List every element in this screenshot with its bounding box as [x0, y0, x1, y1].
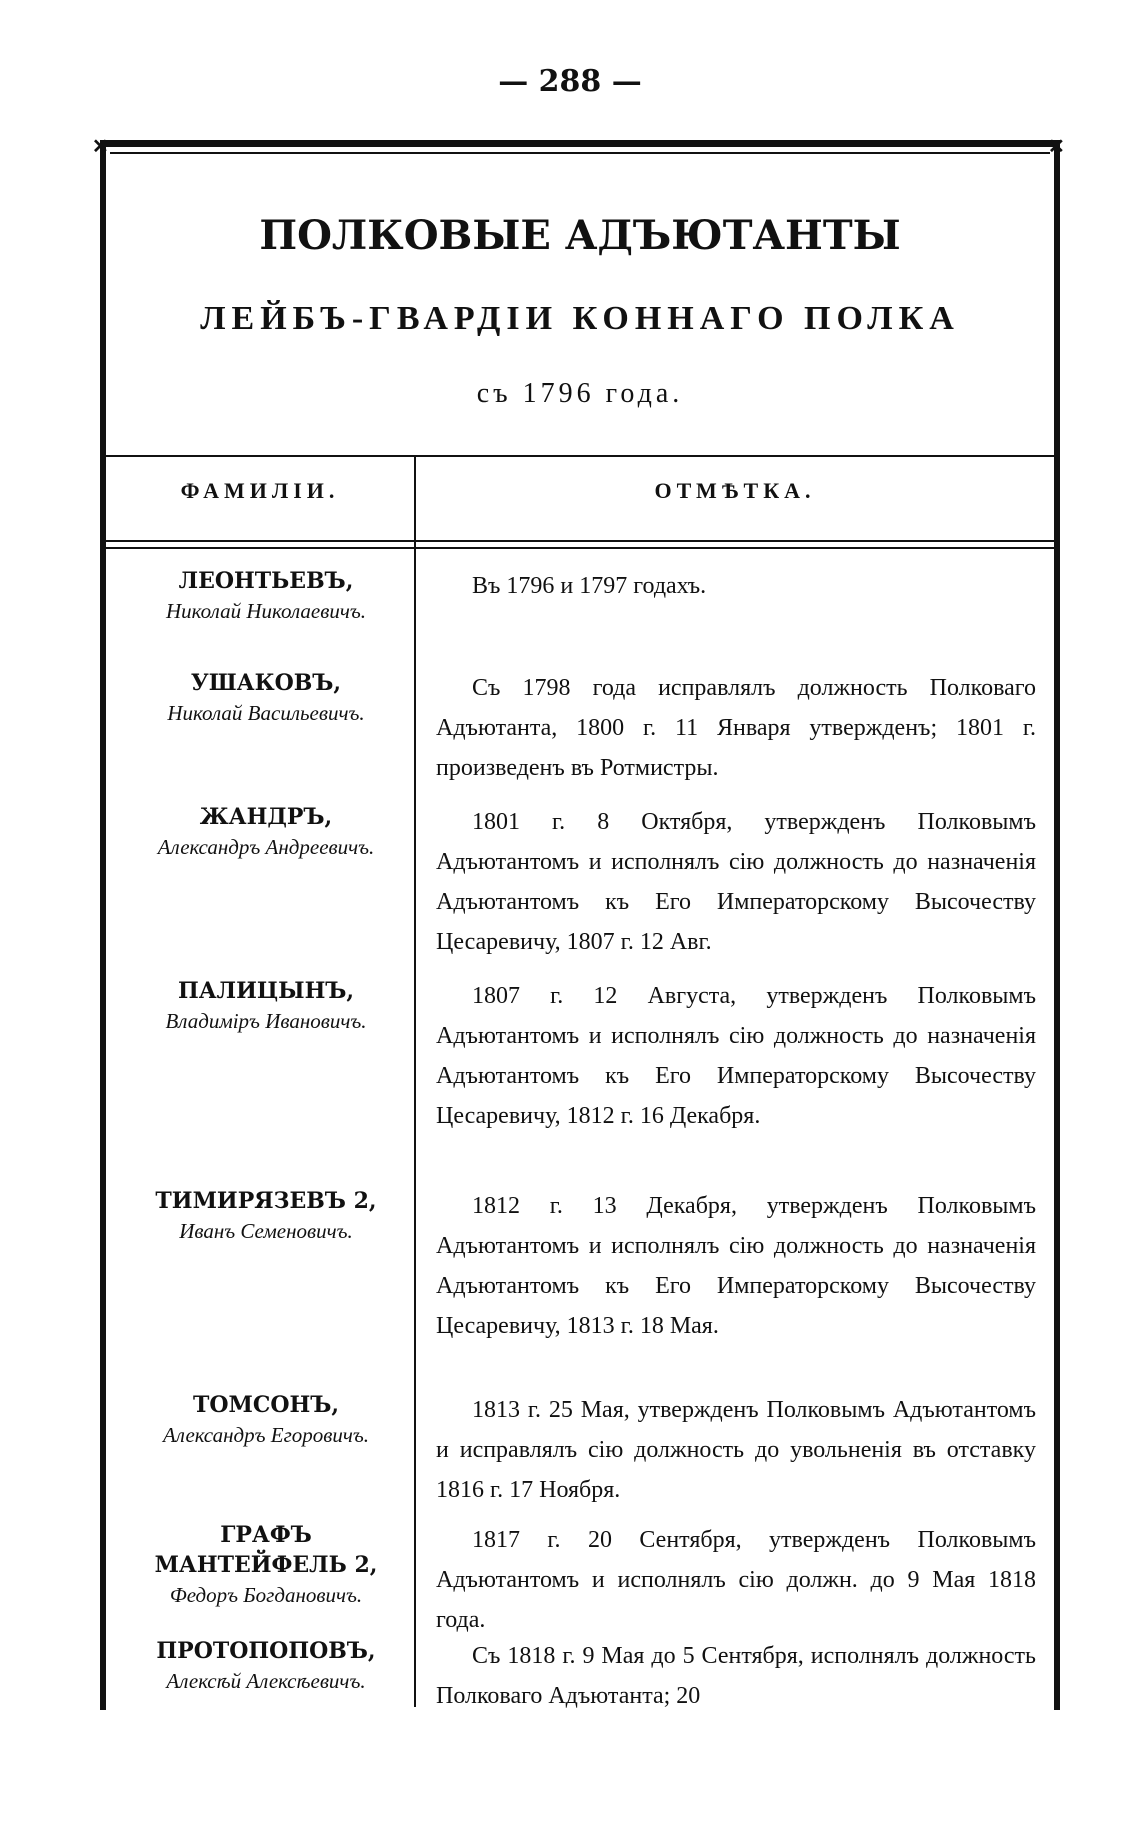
given-name: Владиміръ Ивановичъ.: [165, 1009, 367, 1033]
page-title: ПОЛКОВЫЕ АДЪЮТАНТЫ: [259, 212, 901, 259]
page-subtitle: ЛЕЙБЪ-ГВАРДІИ КОННАГО ПОЛКА: [200, 300, 960, 337]
note-cell: 1812 г. 13 Декабря, утвержденъ Полковымъ Адъютантомъ и исполнялъ сію должность до назначенія Адъютантомъ къ Его Императорскому Высочеству Цесаревичу, 1813 г. 18 Мая.: [436, 1193, 1036, 1339]
corner-ornament-left-icon: ✕: [92, 134, 109, 158]
given-name: Иванъ Семеновичъ.: [179, 1219, 353, 1243]
name-cell: [126, 802, 406, 862]
header-rule-top: [106, 455, 1054, 457]
column-header-notes: ОТМѢТКА.: [654, 478, 816, 503]
page-number: — 288 —: [498, 64, 642, 99]
name-cell: [126, 566, 406, 626]
given-name: Александръ Андреевичъ.: [157, 835, 375, 859]
name-cell: [126, 1520, 406, 1610]
given-name: Николай Васильевичъ.: [167, 701, 365, 725]
surname: ЛЕОНТЬЕВЪ,: [178, 568, 354, 594]
name-cell: [126, 976, 406, 1036]
given-name: Николай Николаевичъ.: [165, 599, 366, 623]
name-cell: [126, 668, 406, 728]
frame-top-rule-thin: [110, 152, 1050, 154]
name-cell: [126, 1390, 406, 1450]
header-rule-bottom-double: [106, 547, 1054, 549]
surname: ПАЛИЦЫНЪ,: [177, 978, 355, 1004]
given-name: Алексѣй Алексѣевичъ.: [166, 1669, 366, 1693]
note-cell: Съ 1798 года исправлялъ должность Полковаго Адъютанта, 1800 г. 11 Января утвержденъ; 1801 г. произведенъ въ Ротмистры.: [436, 675, 1036, 781]
note-cell: Въ 1796 и 1797 годахъ.: [472, 573, 707, 599]
column-header-names: ФАМИЛІИ.: [180, 478, 340, 503]
surname: ГРАФЪ МАНТЕЙФЕЛЬ 2,: [154, 1522, 378, 1578]
header-rule-bottom: [106, 540, 1054, 542]
note-cell: 1813 г. 25 Мая, утвержденъ Полковымъ Адъютантомъ и исправлялъ сію должность до увольненія въ отставку 1816 г. 17 Ноября.: [436, 1397, 1036, 1503]
note-cell: Съ 1818 г. 9 Мая до 5 Сентября, исполнялъ должность Полковаго Адъютанта; 20: [436, 1643, 1036, 1709]
given-name: Федоръ Богдановичъ.: [169, 1583, 363, 1607]
given-name: Александръ Егоровичъ.: [162, 1423, 370, 1447]
corner-ornament-right-icon: ✕: [1048, 134, 1065, 158]
name-cell: [126, 1186, 406, 1246]
note-cell: 1817 г. 20 Сентября, утвержденъ Полковымъ Адъютантомъ и исполнялъ сію должн. до 9 Мая 1818 года.: [436, 1527, 1036, 1633]
column-divider: [414, 457, 416, 1707]
since-year: съ 1796 года.: [476, 378, 684, 409]
frame-top-rule: [100, 140, 1060, 147]
surname: ТОМСОНЪ,: [192, 1392, 340, 1418]
surname: УШАКОВЪ,: [190, 670, 342, 696]
note-cell: 1801 г. 8 Октября, утвержденъ Полковымъ Адъютантомъ и исполнялъ сію должность до назначенія Адъютантомъ къ Его Императорскому Высочеству Цесаревичу, 1807 г. 12 Авг.: [436, 809, 1036, 955]
surname: ТИМИРЯЗЕВЪ 2,: [155, 1188, 377, 1214]
name-cell: [126, 1636, 406, 1696]
surname: ЖАНДРЪ,: [199, 804, 333, 830]
surname: ПРОТОПОПОВЪ,: [156, 1638, 376, 1664]
note-cell: 1807 г. 12 Августа, утвержденъ Полковымъ Адъютантомъ и исполнялъ сію должность до назначенія Адъютантомъ къ Его Императорскому Высочеству Цесаревичу, 1812 г. 16 Декабря.: [436, 983, 1036, 1129]
